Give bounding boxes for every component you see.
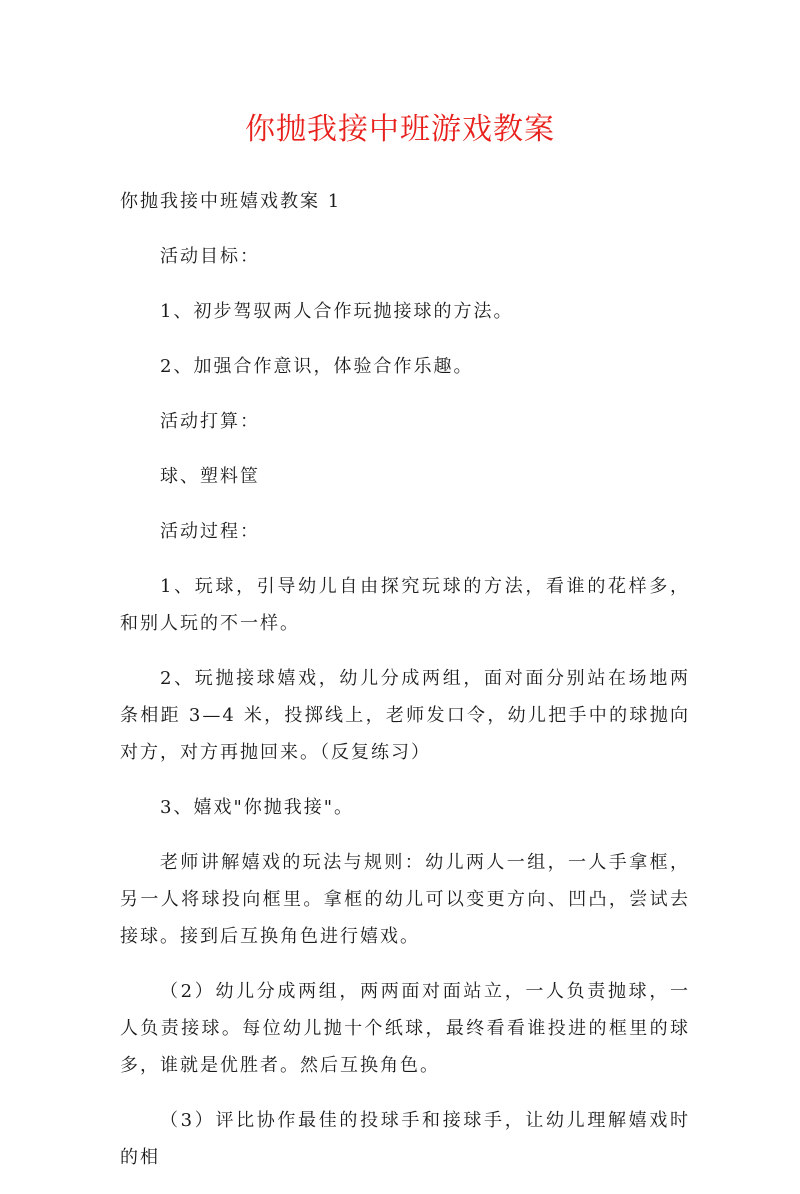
- paragraph-preparation-label: 活动打算：: [160, 411, 260, 432]
- document-body: [120, 183, 690, 1194]
- document-title: 你抛我接中班游戏教案: [245, 112, 555, 147]
- paragraph-rules: 老师讲解嬉戏的玩法与规则：幼儿两人一组，一人手拿框，另一人将球投向框里。拿框的幼儿可以变更方向、凹凸，尝试去接球。接到后互换角色进行嬉戏。: [120, 852, 690, 947]
- paragraph-materials: 球、塑料筐: [160, 466, 260, 487]
- paragraph-goal-1: 1、初步驾驭两人合作玩抛接球的方法。: [160, 301, 514, 322]
- paragraph-substep-3: （3）评比协作最佳的投球手和接球手，让幼儿理解嬉戏时的相: [120, 1110, 690, 1168]
- paragraph-activity-goals-label: 活动目标：: [160, 246, 260, 267]
- paragraph-step-1: 1、玩球，引导幼儿自由探究玩球的方法，看谁的花样多，和别人玩的不一样。: [120, 576, 690, 634]
- paragraph-heading: 你抛我接中班嬉戏教案 1: [120, 191, 342, 212]
- paragraph-goal-2: 2、加强合作意识，体验合作乐趣。: [160, 356, 474, 377]
- paragraph-process-label: 活动过程：: [160, 521, 260, 542]
- paragraph-step-3: 3、嬉戏"你抛我接"。: [160, 797, 355, 818]
- paragraph-substep-2: （2）幼儿分成两组，两两面对面站立，一人负责抛球，一人负责接球。每位幼儿抛十个纸球，最终看看谁投进的框里的球多，谁就是优胜者。然后互换角色。: [120, 981, 690, 1076]
- paragraph-step-2: 2、玩抛接球嬉戏，幼儿分成两组，面对面分别站在场地两条相距 3—4 米，投掷线上，老师发口令，幼儿把手中的球抛向对方，对方再抛回来。（反复练习）: [120, 668, 690, 763]
